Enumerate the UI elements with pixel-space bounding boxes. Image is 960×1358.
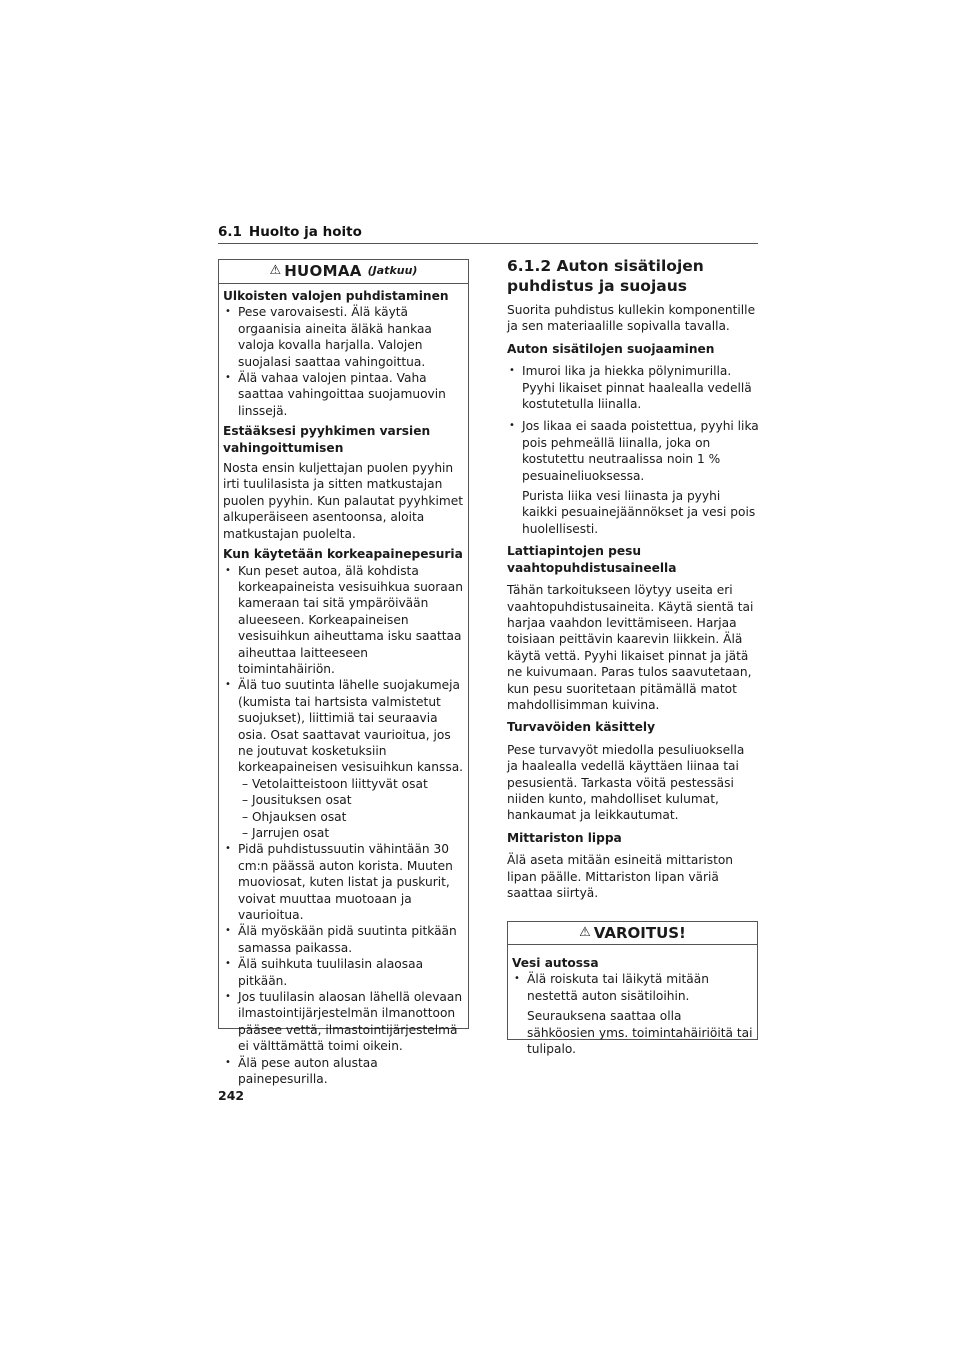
intro-paragraph: Suorita puhdistus kullekin komponentille ja sen materiaalille sopivalla tavalla.: [507, 303, 756, 334]
right-column: [507, 256, 759, 907]
list-item: • Pidä puhdistussuutin vähintään 30 cm:n päässä auton korista. Muuten muoviosat, kuten listat ja puskurit, voivat muuttaa muotoaan ja vaurioitua.: [223, 841, 464, 923]
list-item: • Pese varovaisesti. Älä käytä orgaanisia aineita äläkä hankaa valoja kovalla harjalla. Valojen suojalasi saattaa vahingoittua.: [223, 304, 464, 370]
list-item: [507, 418, 759, 537]
warning-box: [507, 921, 758, 1057]
paragraph: Tähän tarkoitukseen löytyy useita eri vaahtopuhdistusaineita. Käytä sientä tai harjaa vaahdon levittämiseen. Harjaa toisiaan peittävin kaarevin liikkein. Älä käytä vettä. Pyyhi likaiset pinnat ja jätä ne kuivumaan. Paras tulos saavutetaan, kun pesu suoritetaan pitämällä matot mahdollisimman kuivina.: [507, 583, 754, 712]
section-heading: 6.1.2 Auton sisätilojen puhdistus ja suojaus: [507, 257, 704, 295]
subsection-title: Estääksesi pyyhkimen varsien vahingoittumisen: [223, 424, 431, 455]
paragraph: Älä aseta mitään esineitä mittariston lipan päälle. Mittariston lipan väriä saattaa siirtyä.: [507, 853, 734, 900]
list-item: • Älä suihkuta tuulilasin alaosaa pitkään.: [223, 956, 464, 989]
list-item: [223, 677, 464, 841]
list-item: • Älä myöskään pidä suutinta pitkään samassa paikassa.: [223, 923, 464, 956]
list-item-text: • Jos likaa ei saada poistettua, pyyhi lika pois pehmeällä liinalla, joka on kostutettu neutraalissa noin 1 % pesuaineliuoksessa.: [522, 419, 759, 483]
page-number: 242: [218, 1088, 245, 1103]
notice-box-header: [219, 260, 468, 284]
warning-body: [508, 945, 757, 1057]
subsection-title: Auton sisätilojen suojaaminen: [507, 341, 715, 356]
bullet-list: [223, 304, 464, 419]
dash-list: [238, 776, 464, 842]
list-item-text: Älä tuo suutinta lähelle suojakumeja (kumista tai hartsista valmistetut suojukset), liittimiä tai seuraavia osia. Osat saattavat vaurioitua, jos ne joutuvat kosketuksiin korkeapaineisen vesisuihkun kanssa.: [238, 678, 464, 775]
dash-item: – Vetolaitteistoon liittyvät osat: [242, 776, 464, 792]
bullet-list: [507, 363, 759, 537]
warning-icon: ⚠: [269, 263, 282, 279]
subsection-title: Kun käytetään korkeapainepesuria: [223, 547, 463, 562]
notice-box: [218, 259, 469, 1087]
list-item-text: • Älä roiskuta tai läikytä mitään nestettä auton sisätiloihin.: [527, 972, 709, 1003]
subsection-title: Mittariston lippa: [507, 830, 622, 845]
list-item: • Jos tuulilasin alaosan lähellä olevaan ilmastointijärjestelmän ilmanottoon pääsee vettä, ilmastointijärjestelmä ei välttämättä toimi oikein.: [223, 989, 464, 1055]
notice-body: [219, 284, 468, 1088]
list-item: [512, 971, 753, 1057]
notice-title: HUOMAA: [284, 262, 362, 281]
section-number: 6.1: [218, 224, 242, 240]
warning-title: VAROITUS!: [593, 923, 686, 942]
dash-item: – Jousituksen osat: [242, 792, 464, 808]
subsection-title: Lattiapintojen pesu vaahtopuhdistusaineella: [507, 544, 677, 575]
bullet-list: [512, 971, 753, 1057]
warning-icon: ⚠: [579, 924, 591, 940]
list-item: • Älä pese auton alustaa painepesurilla.: [223, 1055, 464, 1088]
paragraph: Pese turvavyöt miedolla pesuliuoksella ja haalealla vedellä käyttäen liinaa tai pesusientä. Tarkasta vöitä pestessäsi niiden kunto, mahdolliset kulumat, hankaumat ja leikkautumat.: [507, 742, 745, 823]
dash-item: – Jarrujen osat: [242, 825, 464, 841]
notice-continued-label: (Jatkuu): [367, 264, 418, 278]
list-item: • Älä vahaa valojen pintaa. Vaha saattaa vahingoittaa suojamuovin linssejä.: [223, 370, 464, 419]
subsection-title: Ulkoisten valojen puhdistaminen: [223, 289, 449, 303]
subsection-title: Vesi autossa: [512, 956, 599, 970]
paragraph: Nosta ensin kuljettajan puolen pyyhin irti tuulilasista ja sitten matkustajan puolen pyyhin. Kun palautat pyyhkimet alkuperäiseen asentoonsa, aloita matkustajan puolelta.: [223, 461, 464, 541]
page-header: [218, 224, 758, 244]
bullet-list: [223, 563, 464, 1088]
list-item: • Kun peset autoa, älä kohdista korkeapaineista vesisuihkua suoraan kameraan tai sitä ympäröivään alueeseen. Korkeapaineisen vesisuihkun aiheuttama isku saattaa aiheuttaa laitteeseen toimintahäiriön.: [223, 563, 464, 678]
list-item-followup: Purista liika vesi liinasta ja pyyhi kaikki pesuainejäännökset ja vesi pois huolellisesti.: [522, 489, 756, 536]
subsection-title: Turvavöiden käsittely: [507, 720, 656, 735]
list-item: • Imuroi lika ja hiekka pölynimurilla. Pyyhi likaiset pinnat haalealla vedellä kostutetulla liinalla.: [507, 363, 759, 412]
section-title: Huolto ja hoito: [248, 224, 362, 240]
warning-box-header: [508, 922, 757, 945]
dash-item: – Ohjauksen osat: [242, 809, 464, 825]
list-item-followup: Seurauksena saattaa olla sähköosien yms. toimintahäiriöitä tai tulipalo.: [527, 1009, 753, 1057]
